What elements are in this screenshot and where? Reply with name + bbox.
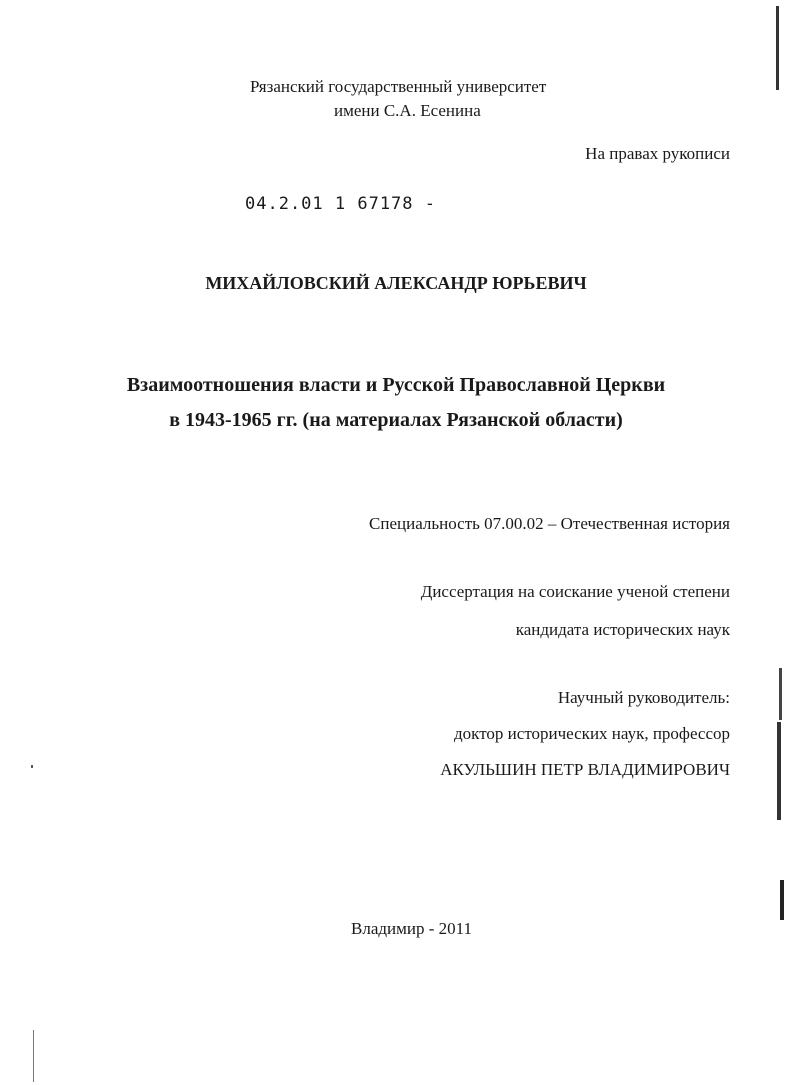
author-name: МИХАЙЛОВСКИЙ АЛЕКСАНДР ЮРЬЕВИЧ xyxy=(205,273,587,293)
scan-speck xyxy=(31,765,33,768)
scan-edge-mark xyxy=(780,880,784,920)
university-name: Рязанский государственный университет xyxy=(250,77,547,96)
scan-edge-mark xyxy=(777,722,781,820)
university-dedication: имени С.А. Есенина xyxy=(334,101,481,120)
dissertation-line-2: кандидата исторических наук xyxy=(515,620,730,639)
registration-stamp: 04.2.01 1 67178 - xyxy=(245,194,436,214)
manuscript-note: На правах рукописи xyxy=(585,144,730,163)
city-year: Владимир - 2011 xyxy=(351,919,473,938)
thesis-title-line-1: Взаимоотношения власти и Русской Православной Церкви xyxy=(126,374,666,396)
specialty: Специальность 07.00.02 – Отечественная история xyxy=(369,514,730,533)
scan-edge-mark xyxy=(776,6,779,90)
scan-edge-mark xyxy=(33,1030,34,1082)
dissertation-line-1: Диссертация на соискание ученой степени xyxy=(420,582,730,601)
supervisor-label: Научный руководитель: xyxy=(557,688,730,707)
supervisor-degree: доктор исторических наук, профессор xyxy=(454,724,730,743)
thesis-title-line-2: в 1943-1965 гг. (на материалах Рязанской области) xyxy=(169,409,623,431)
supervisor-name: АКУЛЬШИН ПЕТР ВЛАДИМИРОВИЧ xyxy=(440,760,730,779)
scan-edge-mark xyxy=(779,668,782,720)
